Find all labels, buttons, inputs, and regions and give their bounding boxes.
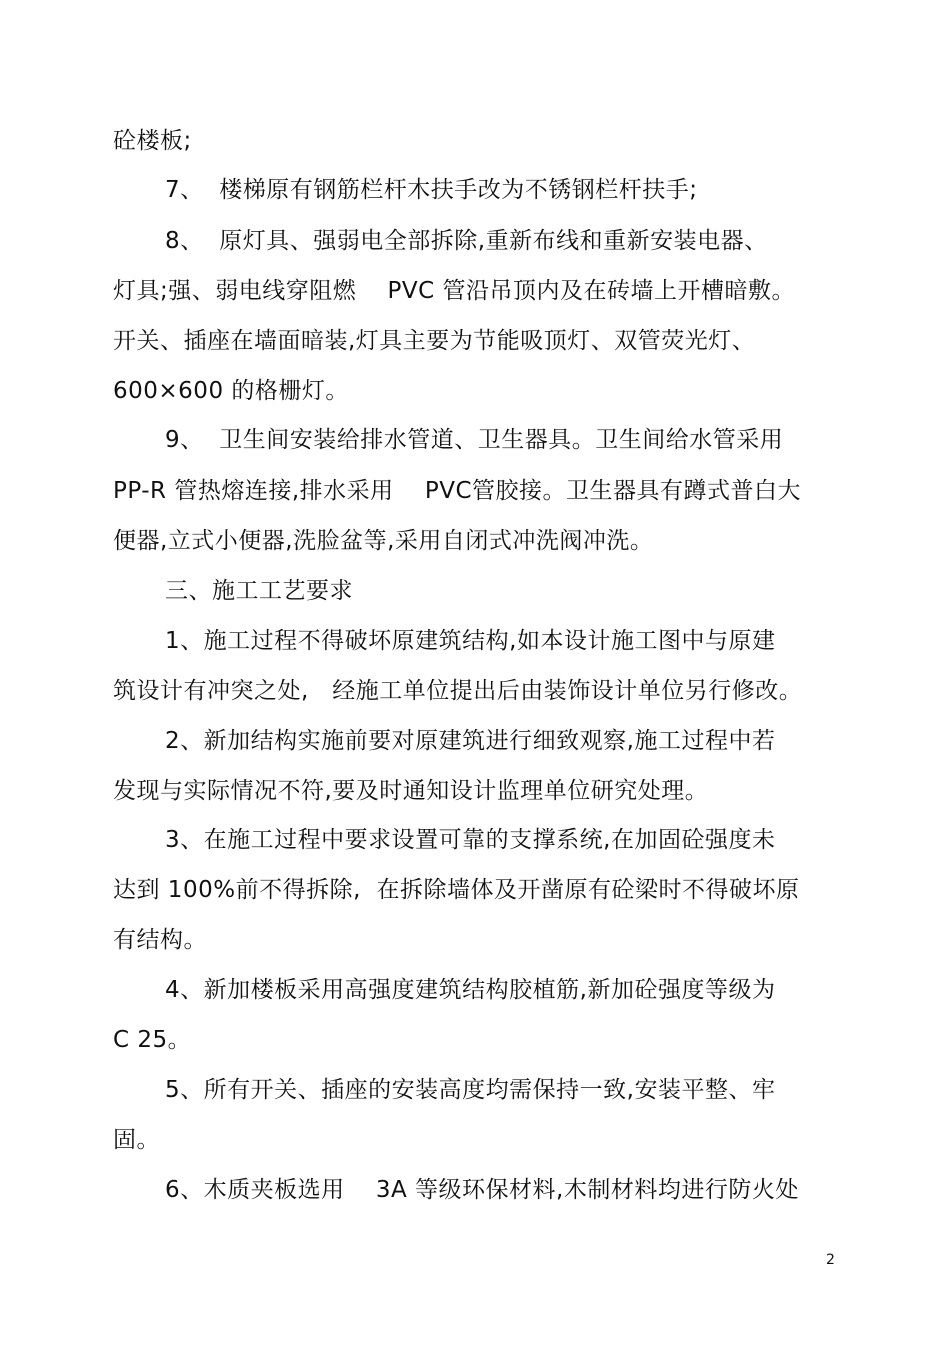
text-line: 1、施工过程不得破坏原建筑结构,如本设计施工图中与原建 — [165, 628, 776, 654]
text-line: 6、木质夹板选用 3A 等级环保材料,木制材料均进行防火处 — [165, 1177, 799, 1203]
text-line: 600×600 的格栅灯。 — [113, 378, 349, 404]
text-line: 固。 — [113, 1127, 160, 1153]
text-line: 2、新加结构实施前要对原建筑进行细致观察,施工过程中若 — [165, 728, 776, 754]
text-line: 灯具;强、弱电线穿阻燃 PVC 管沿吊顶内及在砖墙上开槽暗敷。 — [113, 278, 795, 304]
text-line: C 25。 — [113, 1027, 192, 1053]
text-line: 5、所有开关、插座的安装高度均需保持一致,安装平整、牢 — [165, 1077, 776, 1103]
text-line: 4、新加楼板采用高强度建筑结构胶植筋,新加砼强度等级为 — [165, 977, 776, 1003]
text-line: 有结构。 — [113, 927, 207, 953]
section-heading: 三、施工工艺要求 — [165, 578, 353, 604]
text-line: 便器,立式小便器,洗脸盆等,采用自闭式冲洗阀冲洗。 — [113, 528, 654, 554]
text-line: 3、在施工过程中要求设置可靠的支撑系统,在加固砼强度未 — [165, 827, 776, 853]
text-line: 开关、插座在墙面暗装,灯具主要为节能吸顶灯、双管荧光灯、 — [113, 328, 756, 354]
page-number: 2 — [826, 1252, 835, 1268]
text-line: 8、 原灯具、强弱电全部拆除,重新布线和重新安装电器、 — [165, 228, 768, 254]
text-line: 发现与实际情况不符,要及时通知设计监理单位研究处理。 — [113, 778, 709, 804]
text-line: 达到 100%前不得拆除, 在拆除墙体及开凿原有砼梁时不得破坏原 — [113, 877, 800, 903]
text-line: PP-R 管热熔连接,排水采用 PVC管胶接。卫生器具有蹲式普白大 — [113, 478, 802, 504]
text-line: 7、 楼梯原有钢筋栏杆木扶手改为不锈钢栏杆扶手; — [165, 177, 698, 203]
text-line: 砼楼板; — [113, 128, 192, 154]
text-line: 筑设计有冲突之处, 经施工单位提出后由装饰设计单位另行修改。 — [113, 678, 803, 704]
text-line: 9、 卫生间安装给排水管道、卫生器具。卫生间给水管采用 — [165, 427, 784, 453]
